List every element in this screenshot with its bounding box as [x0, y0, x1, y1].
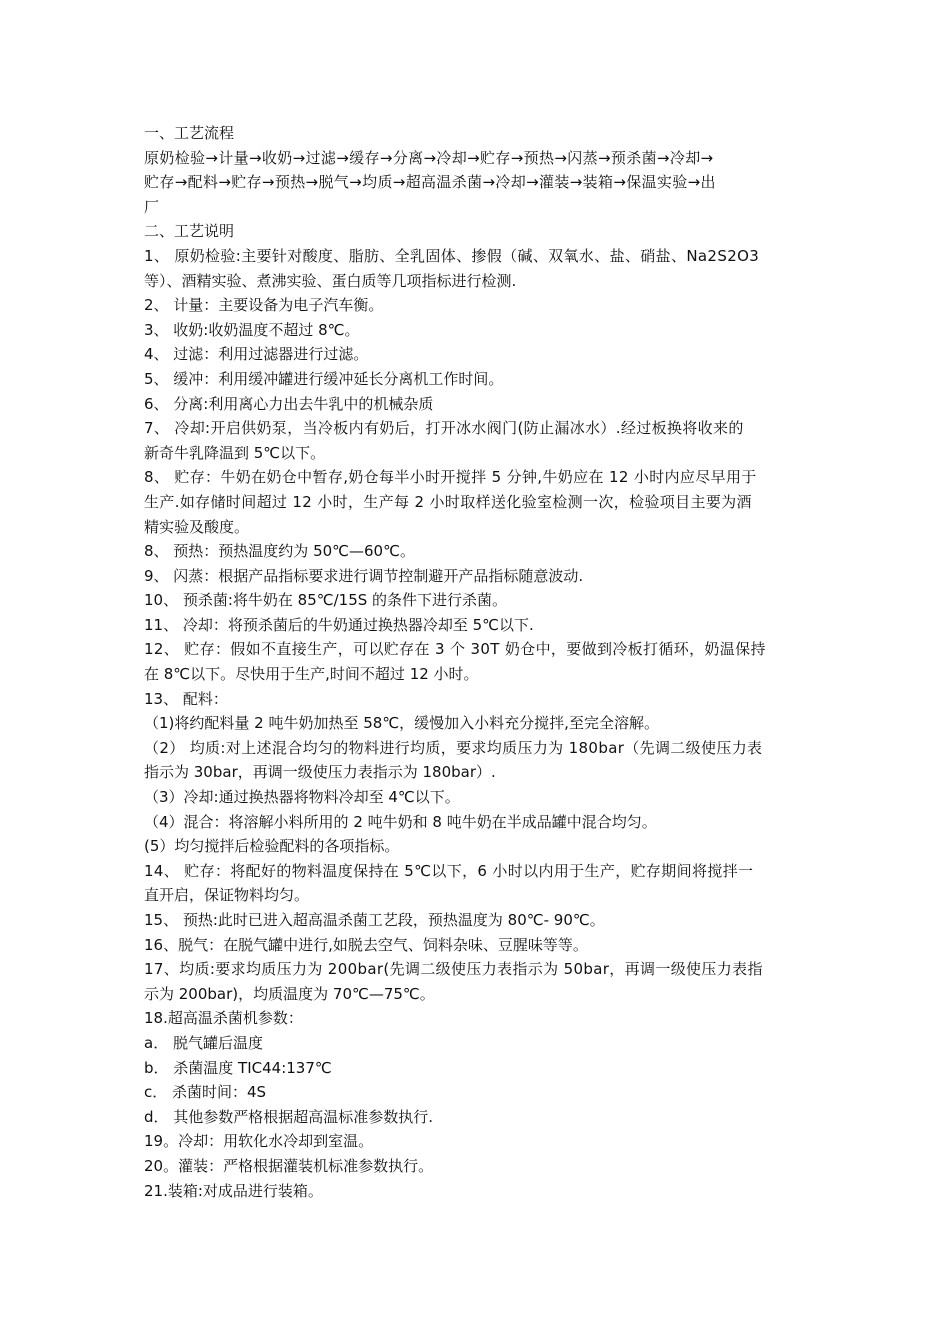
item-5: 5、 缓冲：利用缓冲罐进行缓冲延长分离机工作时间。 — [144, 369, 504, 388]
item-7-line-1: 7、 冷却:开启供奶泵，当冷板内有奶后，打开冰水阀门(防止漏冰水）.经过板换将收来的 — [144, 419, 744, 438]
process-flow-line-3: 厂 — [144, 197, 160, 216]
item-18-heading: 18.超高温杀菌机参数： — [144, 1009, 303, 1028]
section-heading-process-description: 二、工艺说明 — [144, 222, 235, 241]
process-flow-line-1: 原奶检验→计量→收奶→过滤→缓存→分离→冷却→贮存→预热→闪蒸→预杀菌→冷却→ — [144, 148, 714, 167]
item-12-line-1: 12、 贮存：假如不直接生产，可以贮存在 3 个 30T 奶仓中，要做到冷板打循环，奶温保持 — [144, 640, 766, 659]
item-8-storage-line-3: 精实验及酸度。 — [144, 517, 250, 536]
item-14-line-1: 14、 贮存：将配好的物料温度保持在 5℃以下，6 小时以内用于生产，贮存期间将搅拌一 — [144, 861, 754, 880]
item-18-c: c． 杀菌时间：4S — [144, 1083, 267, 1102]
item-13-sub-3: （3）冷却:通过换热器将物料冷却至 4℃以下。 — [144, 788, 460, 807]
item-11: 11、 冷却：将预杀菌后的牛奶通过换热器冷却至 5℃以下. — [144, 615, 534, 634]
item-19: 19。冷却：用软化水冷却到室温。 — [144, 1132, 374, 1151]
item-12-line-2: 在 8℃以下。尽快用于生产,时间不超过 12 小时。 — [144, 665, 479, 684]
item-1-line-2: 等）、酒精实验、煮沸实验、蛋白质等几项指标进行检测. — [144, 271, 517, 290]
item-15: 15、 预热:此时已进入超高温杀菌工艺段，预热温度为 80℃- 90℃。 — [144, 911, 605, 929]
item-2: 2、 计量：主要设备为电子汽车衡。 — [144, 296, 384, 315]
item-18-a: a． 脱气罐后温度 — [144, 1033, 263, 1052]
item-9: 9、 闪蒸：根据产品指标要求进行调节控制避开产品指标随意波动. — [144, 566, 584, 585]
item-20: 20。灌装：严格根据灌装机标准参数执行。 — [144, 1156, 434, 1175]
item-8-preheat: 8、 预热：预热温度约为 50℃—60℃。 — [144, 542, 415, 561]
item-18-b: b． 杀菌温度 TIC44:137℃ — [144, 1058, 332, 1077]
item-6: 6、 分离:利用离心力出去牛乳中的机械杂质 — [144, 394, 434, 413]
item-13-sub-5: (5）均匀搅拌后检验配料的各项指标。 — [144, 837, 400, 856]
document-body — [144, 121, 808, 1203]
item-8-storage-line-1: 8、 贮存：牛奶在奶仓中暂存,奶仓每半小时开搅拌 5 分钟,牛奶应在 12 小时内应尽早用于 — [144, 468, 757, 487]
item-21: 21.装箱:对成品进行装箱。 — [144, 1181, 323, 1200]
item-13-sub-4: （4）混合：将溶解小料所用的 2 吨牛奶和 8 吨牛奶在半成品罐中混合均匀。 — [144, 812, 657, 831]
item-4: 4、 过滤：利用过滤器进行过滤。 — [144, 345, 369, 364]
item-13-sub-2-line-2: 指示为 30bar，再调一级使压力表指示为 180bar）. — [144, 763, 496, 782]
item-7-line-2: 新奇牛乳降温到 5℃以下。 — [144, 443, 326, 462]
item-13-sub-1: （1)将约配料量 2 吨牛奶加热至 58℃，缓慢加入小料充分搅拌,至完全溶解。 — [144, 714, 659, 733]
item-13-sub-2-line-1: （2） 均质:对上述混合均匀的物料进行均质，要求均质压力为 180bar（先调二级使压力表 — [144, 738, 763, 757]
item-17-line-1: 17、均质:要求均质压力为 200bar(先调二级使压力表指示为 50bar，再调一级使压力表指 — [144, 960, 763, 979]
process-flow-line-2: 贮存→配料→贮存→预热→脱气→均质→超高温杀菌→冷却→灌装→装箱→保温实验→出 — [144, 173, 716, 192]
item-10: 10、 预杀菌:将牛奶在 85℃/15S 的条件下进行杀菌。 — [144, 591, 508, 610]
item-16: 16、脱气：在脱气罐中进行,如脱去空气、饲料杂味、豆腥味等等。 — [144, 935, 588, 954]
item-14-line-2: 直开启，保证物料均匀。 — [144, 886, 310, 905]
item-8-storage-line-2: 生产.如存储时间超过 12 小时，生产每 2 小时取样送化验室检测一次，检验项目主要为酒 — [144, 492, 752, 511]
item-1-line-1: 1、 原奶检验:主要针对酸度、脂肪、全乳固体、掺假（碱、双氧水、盐、硝盐、Na2S2O3 — [144, 246, 760, 265]
section-heading-process-flow: 一、工艺流程 — [144, 124, 235, 142]
item-17-line-2: 示为 200bar)，均质温度为 70℃—75℃。 — [144, 984, 435, 1003]
item-3: 3、 收奶:收奶温度不超过 8℃。 — [144, 320, 360, 339]
item-13-heading: 13、 配料： — [144, 689, 228, 708]
item-18-d: d． 其他参数严格根据超高温标准参数执行. — [144, 1107, 434, 1126]
